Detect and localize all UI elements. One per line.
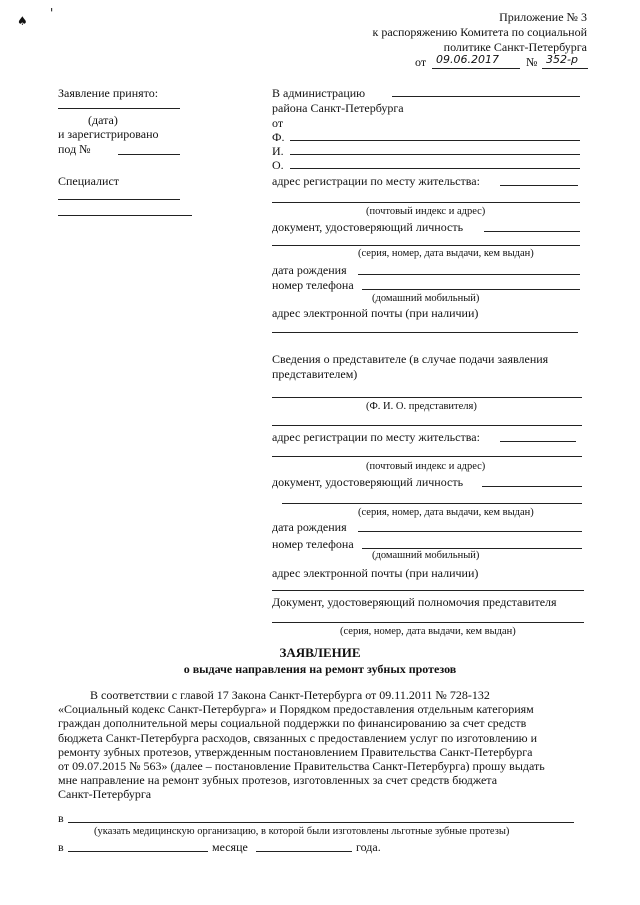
specialist-field[interactable] xyxy=(58,199,180,200)
birth-date-field[interactable] xyxy=(358,274,580,275)
year-label: года. xyxy=(356,840,381,854)
appendix-number: Приложение № 3 xyxy=(499,10,587,24)
authority-doc-field[interactable] xyxy=(272,622,584,623)
body-line: от 09.07.2015 № 563» (далее – постановление Правительства Санкт-Петербурга) прошу выдать xyxy=(58,759,545,774)
rep-id-doc-field[interactable] xyxy=(482,486,582,487)
rep-phone-field[interactable] xyxy=(362,548,582,549)
body-line: В соответствии с главой 17 Закона Санкт-Петербурга от 09.11.2011 № 728-132 xyxy=(90,688,490,702)
email-field[interactable] xyxy=(272,332,578,333)
rep-birth-date-field[interactable] xyxy=(358,531,582,532)
scan-tick: ' xyxy=(50,6,54,20)
postal-caption: (почтовый индекс и адрес) xyxy=(366,206,486,217)
month-label: месяце xyxy=(212,840,248,854)
rep-reg-address-label: адрес регистрации по месту жительства: xyxy=(272,430,480,444)
id-caption: (серия, номер, дата выдачи, кем выдан) xyxy=(358,248,534,259)
reg-address-label: адрес регистрации по месту жительства: xyxy=(272,174,480,188)
patronymic-label: О. xyxy=(272,158,284,172)
rep-reg-address-field[interactable] xyxy=(500,441,576,442)
representative-fio-field[interactable] xyxy=(272,397,582,398)
rep-phone-label: номер телефона xyxy=(272,537,354,551)
body-line: «Социальный кодекс Санкт-Петербурга» и Порядком предоставления отдельным категориям xyxy=(58,702,534,717)
rep-birth-date-label: дата рождения xyxy=(272,520,347,534)
patronymic-field[interactable] xyxy=(290,168,580,169)
district-label: района Санкт-Петербурга xyxy=(272,101,404,115)
appendix-committee: политике Санкт-Петербурга xyxy=(443,40,587,54)
accept-date-caption: (дата) xyxy=(88,113,118,127)
representative-fio-field-2[interactable] xyxy=(272,425,582,426)
from-label: от xyxy=(272,116,284,130)
name-label: И. xyxy=(272,144,284,158)
application-body xyxy=(58,688,588,802)
id-doc-field[interactable] xyxy=(484,231,580,232)
year-field[interactable] xyxy=(256,851,352,852)
scan-mark: ♠ xyxy=(17,14,28,28)
authority-caption: (серия, номер, дата выдачи, кем выдан) xyxy=(340,626,516,637)
id-doc-field-2[interactable] xyxy=(272,245,580,246)
application-subtitle: о выдаче направления на ремонт зубных протезов xyxy=(183,662,457,676)
rep-id-doc-label: документ, удостоверяющий личность xyxy=(272,475,464,489)
authority-doc-label: Документ, удостоверяющий полномочия представителя xyxy=(272,595,557,609)
number-line xyxy=(542,68,588,69)
reg-number-label: под № xyxy=(58,142,91,156)
phone-field[interactable] xyxy=(362,289,580,290)
specialist-label: Специалист xyxy=(58,174,120,188)
surname-field[interactable] xyxy=(290,140,580,141)
month-in-label: в xyxy=(58,840,64,854)
rep-phone-caption: (домашний мобильный) xyxy=(372,550,480,561)
to-administration: В администрацию xyxy=(272,86,366,100)
specialist-signature-field[interactable] xyxy=(58,215,192,216)
body-line: Санкт-Петербурга xyxy=(58,787,152,802)
id-doc-label: документ, удостоверяющий личность xyxy=(272,220,464,234)
administration-field[interactable] xyxy=(392,96,580,97)
body-line: ремонту зубных протезов, утвержденным постановлением Правительства Санкт-Петербурга xyxy=(58,744,533,759)
reg-address-field[interactable] xyxy=(500,185,578,186)
representative-heading: Сведения о представителе (в случае подачи заявления xyxy=(272,352,549,366)
email-label: адрес электронной почты (при наличии) xyxy=(272,306,479,320)
application-title: ЗАЯВЛЕНИЕ xyxy=(279,645,361,660)
birth-date-label: дата рождения xyxy=(272,263,347,277)
surname-label: Ф. xyxy=(272,130,285,144)
appendix-from-label: от xyxy=(415,55,427,69)
body-line: граждан дополнительной меры социальной поддержки по финансированию за счет средств xyxy=(58,716,527,731)
reg-number-field[interactable] xyxy=(118,154,180,155)
appendix-date: 09.06.2017 xyxy=(436,53,499,66)
rep-email-field[interactable] xyxy=(272,590,584,591)
postal-address-field[interactable] xyxy=(272,202,580,203)
appendix-number-label: № xyxy=(526,55,538,69)
accepted-label: Заявление принято: xyxy=(58,86,159,100)
rep-email-label: адрес электронной почты (при наличии) xyxy=(272,566,479,580)
name-field[interactable] xyxy=(290,154,580,155)
month-field[interactable] xyxy=(68,851,208,852)
rep-postal-address-field[interactable] xyxy=(272,456,582,457)
body-line: бюджета Санкт-Петербурга расходов, связанных с предоставлением услуг по изготовлению и xyxy=(58,730,538,745)
representative-fio-caption: (Ф. И. О. представителя) xyxy=(366,401,477,412)
appendix-order: к распоряжению Комитета по социальной xyxy=(372,25,587,39)
representative-heading-2: представителем) xyxy=(272,367,358,381)
org-caption: (указать медицинскую организацию, в которой были изготовлены льготные зубные протезы) xyxy=(94,826,510,837)
date-line xyxy=(432,68,520,69)
accept-date-field[interactable] xyxy=(58,108,180,109)
phone-caption: (домашний мобильный) xyxy=(372,293,480,304)
registered-label: и зарегистрировано xyxy=(58,127,159,141)
rep-id-doc-field-2[interactable] xyxy=(282,503,582,504)
appendix-order-number: 352-р xyxy=(546,53,578,66)
medical-organization-field[interactable] xyxy=(68,822,574,823)
rep-id-caption: (серия, номер, дата выдачи, кем выдан) xyxy=(358,507,534,518)
rep-postal-caption: (почтовый индекс и адрес) xyxy=(366,461,486,472)
org-in-label: в xyxy=(58,811,64,825)
body-line: мне направление на ремонт зубных протезов, изготовленных за счет средств бюджета xyxy=(58,773,498,788)
phone-label: номер телефона xyxy=(272,278,354,292)
